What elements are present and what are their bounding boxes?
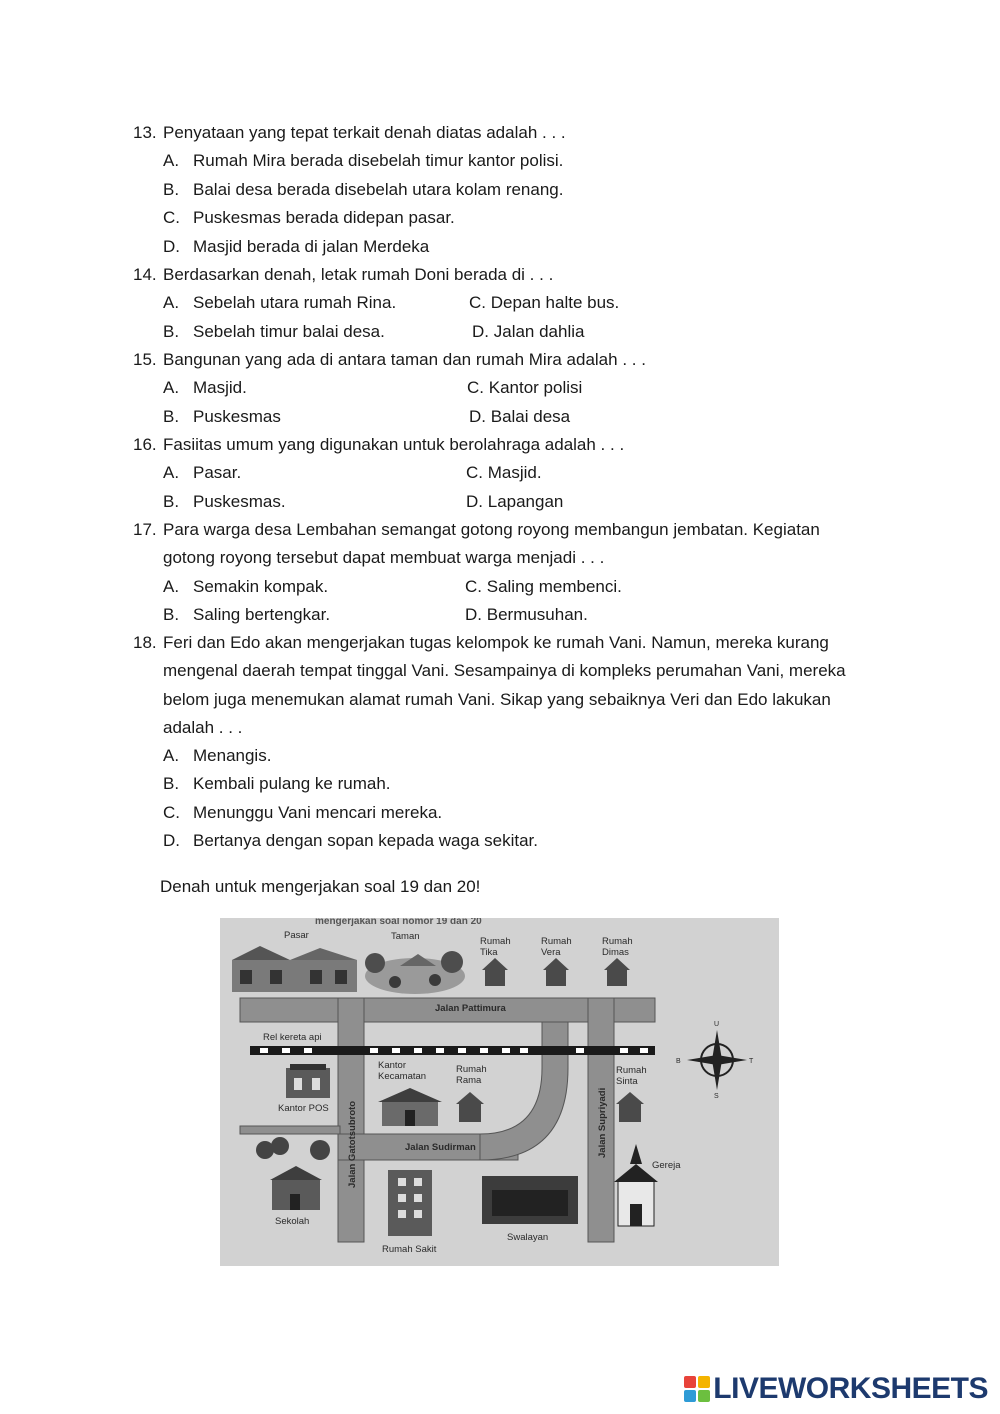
option-16b[interactable]: B. Puskesmas. xyxy=(163,492,286,511)
label-rumah-dimas: Rumah Dimas xyxy=(602,936,633,958)
option-14d[interactable]: D. Jalan dahlia xyxy=(472,322,585,341)
village-map xyxy=(220,918,779,1266)
question-stem: Feri dan Edo akan mengerjakan tugas kelompok ke rumah Vani. Namun, mereka kurang mengenal daerah tempat tinggal Vani. Sesampainya di kompleks perumahan Vani, mereka belom juga menemukan alamat rumah Vani. Sikap yang sebaiknya Veri dan Edo lakukan adalah . . . xyxy=(163,633,846,738)
label-kantor-pos: Kantor POS xyxy=(278,1103,329,1114)
option-15c[interactable]: C. Kantor polisi xyxy=(467,378,583,397)
question-stem: Penyataan yang tepat terkait denah diatas adalah . . . xyxy=(163,123,566,142)
question-stem: Bangunan yang ada di antara taman dan rumah Mira adalah . . . xyxy=(163,350,646,369)
label-jalan-supriyadi: Jalan Supriyadi xyxy=(597,1087,608,1158)
hospital xyxy=(388,1170,432,1236)
option-17d[interactable]: D. Bermusuhan. xyxy=(465,605,588,624)
option-14b[interactable]: B. Sebelah timur balai desa. xyxy=(163,322,385,341)
liveworksheets-logo xyxy=(684,1372,988,1406)
label-rel-kereta: Rel kereta api xyxy=(263,1032,322,1043)
option-18b[interactable]: B. Kembali pulang ke rumah. xyxy=(163,774,391,793)
compass-b: B xyxy=(676,1058,681,1065)
question-stem: Para warga desa Lembahan semangat gotong royong membangun jembatan. Kegiatan gotong royong tersebut dapat membuat warga menjadi . . . xyxy=(163,520,820,568)
post-office xyxy=(286,1064,330,1098)
option-13a[interactable]: A. Rumah Mira berada disebelah timur kantor polisi. xyxy=(163,151,564,170)
label-gereja: Gereja xyxy=(652,1160,681,1171)
label-jalan-gatotsubroto: Jalan Gatotsubroto xyxy=(347,1100,358,1188)
question-stem: Berdasarkan denah, letak rumah Doni berada di . . . xyxy=(163,265,554,284)
option-16d[interactable]: D. Lapangan xyxy=(466,492,564,511)
label-rumah-sinta: Rumah Sinta xyxy=(616,1065,647,1087)
question-number: 15. xyxy=(133,350,157,369)
compass-u: U xyxy=(714,1021,720,1028)
option-15d[interactable]: D. Balai desa xyxy=(469,407,571,426)
label-rumah-rama: Rumah Rama xyxy=(456,1064,487,1086)
label-pasar: Pasar xyxy=(284,930,309,941)
park xyxy=(365,951,465,994)
question-number: 16. xyxy=(133,435,157,454)
label-sekolah: Sekolah xyxy=(275,1216,310,1227)
question-number: 14. xyxy=(133,265,157,284)
label-jalan-pattimura: Jalan Pattimura xyxy=(435,1003,506,1014)
option-17b[interactable]: B. Saling bertengkar. xyxy=(163,605,331,624)
map-instruction: Denah untuk mengerjakan soal 19 dan 20! xyxy=(160,877,481,896)
compass-t: T xyxy=(749,1058,754,1065)
option-18c[interactable]: C. Menunggu Vani mencari mereka. xyxy=(163,803,443,822)
option-14c[interactable]: C. Depan halte bus. xyxy=(469,293,620,312)
label-jalan-sudirman: Jalan Sudirman xyxy=(405,1142,476,1153)
map-svg xyxy=(220,918,779,1266)
option-17a[interactable]: A. Semakin kompak. xyxy=(163,577,329,596)
label-swalayan: Swalayan xyxy=(507,1232,549,1243)
railway xyxy=(250,1046,655,1055)
option-16c[interactable]: C. Masjid. xyxy=(466,463,542,482)
option-17c[interactable]: C. Saling membenci. xyxy=(465,577,622,596)
option-16a[interactable]: A. Pasar. xyxy=(163,463,242,482)
option-13b[interactable]: B. Balai desa berada disebelah utara kolam renang. xyxy=(163,180,564,199)
label-taman: Taman xyxy=(391,931,420,942)
option-14a[interactable]: A. Sebelah utara rumah Rina. xyxy=(163,293,397,312)
question-number: 18. xyxy=(133,633,157,652)
supermarket xyxy=(482,1176,578,1224)
compass-s: S xyxy=(714,1093,719,1100)
brand-name: LIVEWORKSHEETS xyxy=(713,1372,988,1405)
option-13d[interactable]: D. Masjid berada di jalan Merdeka xyxy=(163,237,430,256)
question-number: 13. xyxy=(133,123,157,142)
question-number: 17. xyxy=(133,520,157,539)
label-rumah-vera: Rumah Vera xyxy=(541,936,572,958)
label-rumah-sakit: Rumah Sakit xyxy=(382,1244,437,1255)
question-stem: Fasiitas umum yang digunakan untuk berolahraga adalah . . . xyxy=(163,435,625,454)
option-18d[interactable]: D. Bertanya dengan sopan kepada waga sekitar. xyxy=(163,831,538,850)
option-18a[interactable]: A. Menangis. xyxy=(163,746,272,765)
option-15b[interactable]: B. Puskesmas xyxy=(163,407,281,426)
liveworksheets-mark-icon xyxy=(684,1376,710,1402)
option-15a[interactable]: A. Masjid. xyxy=(163,378,247,397)
label-kantor-kecamatan: Kantor Kecamatan xyxy=(378,1060,427,1082)
label-rumah-tika: Rumah Tika xyxy=(480,936,511,958)
option-13c[interactable]: C. Puskesmas berada didepan pasar. xyxy=(163,208,455,227)
map-header-fragment: mengerjakan soal nomor 19 dan 20 xyxy=(315,918,482,927)
